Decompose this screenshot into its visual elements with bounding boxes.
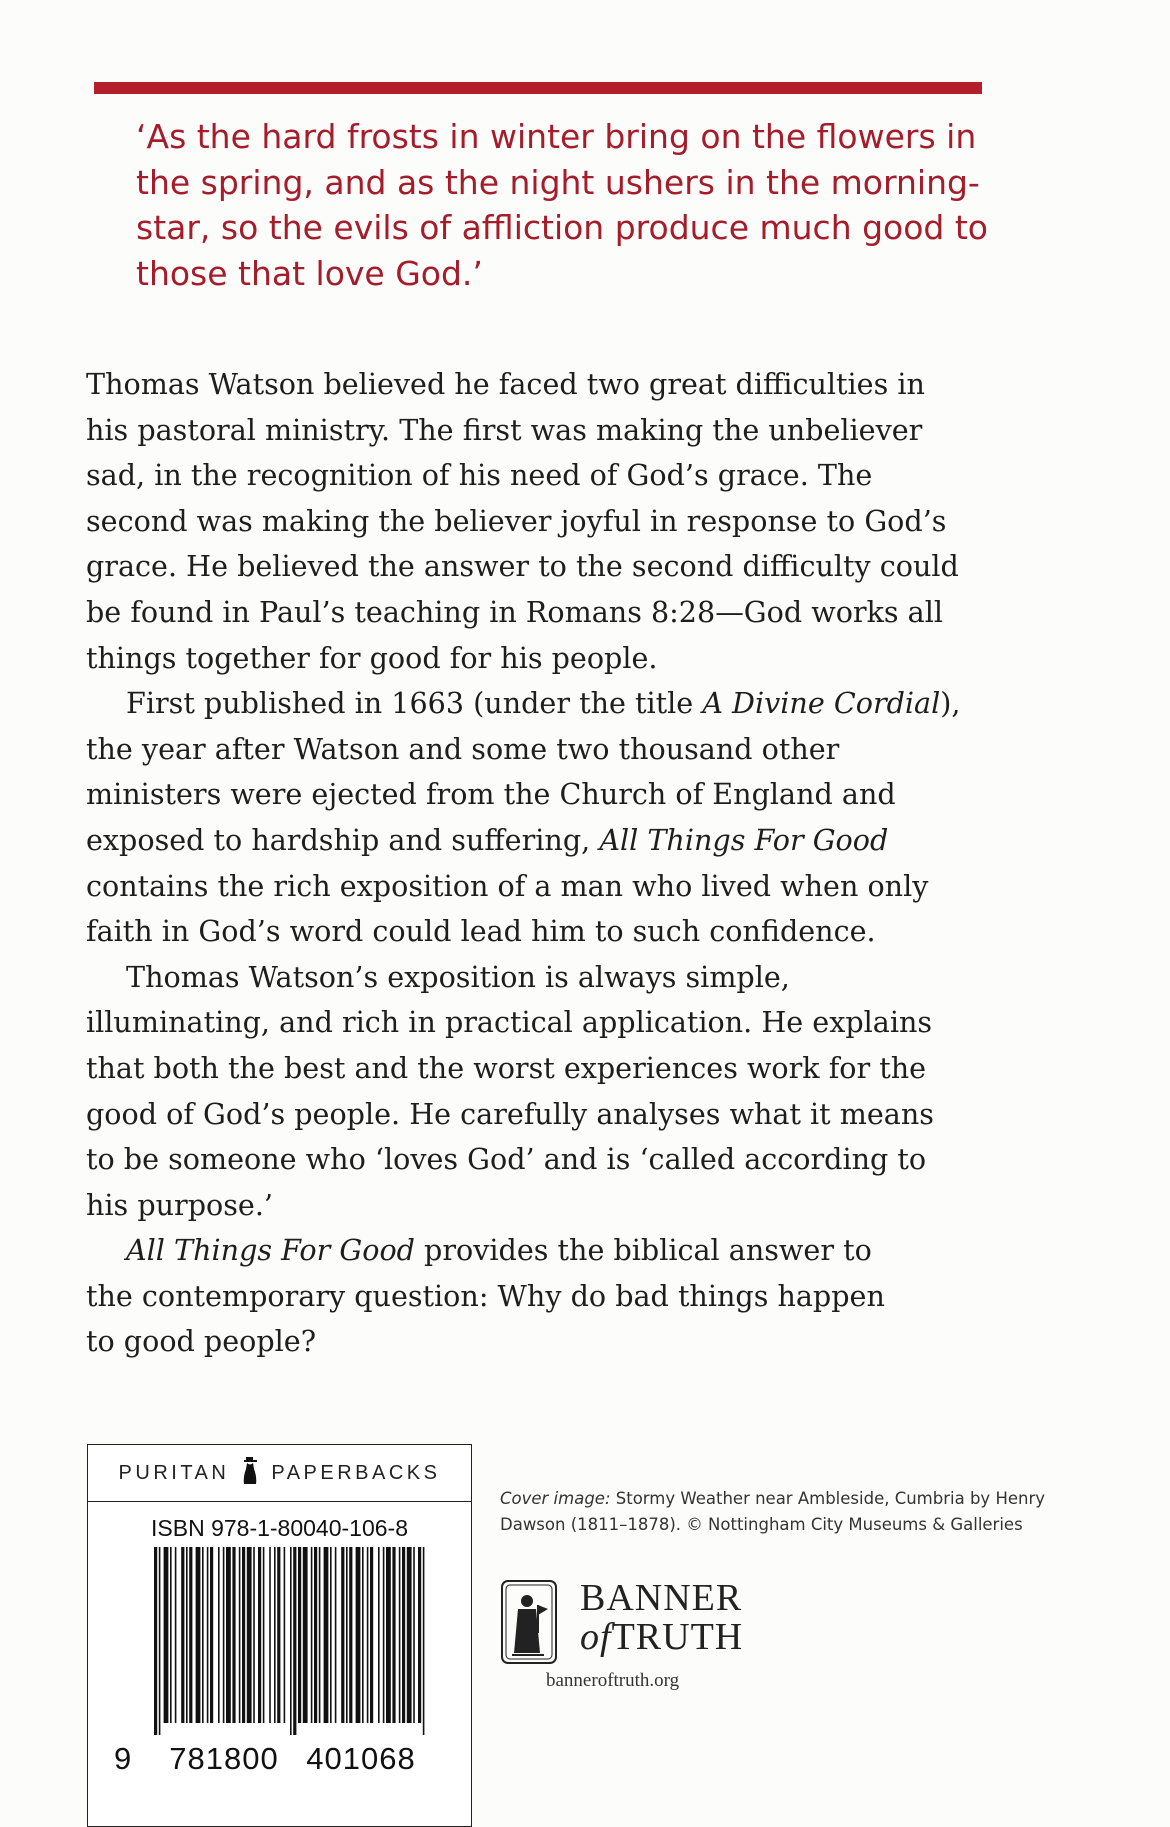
barcode-bar xyxy=(175,1547,177,1723)
barcode-bar xyxy=(154,1547,157,1735)
publisher-url: banneroftruth.org xyxy=(546,1670,680,1691)
paragraph-1 xyxy=(86,362,1026,681)
barcode-digit-text: 9 xyxy=(114,1741,132,1776)
barcode-bar xyxy=(324,1547,329,1723)
barcode-bar xyxy=(159,1547,161,1735)
pull-quote xyxy=(136,114,996,296)
barcode-bar xyxy=(170,1547,172,1723)
barcode-bar xyxy=(210,1547,213,1723)
text-line: his purpose.’ xyxy=(86,1187,274,1222)
top-red-rule xyxy=(94,82,982,94)
barcode-bar xyxy=(226,1547,231,1723)
barcode-digits-group-2: 401068 xyxy=(299,1741,423,1777)
barcode-digits-group-1: 781800 xyxy=(164,1741,284,1777)
publisher-line-1: BANNER xyxy=(580,1577,743,1619)
quote-line: ‘As the hard frosts in winter bring on the flowers in xyxy=(136,117,977,156)
barcode-bar xyxy=(258,1547,261,1723)
barcode-bar xyxy=(335,1547,337,1723)
text-line: grace. He believed the answer to the second difficulty could xyxy=(86,549,959,584)
barcode-bar xyxy=(284,1547,286,1723)
publisher-name xyxy=(580,1579,743,1657)
quote-line: star, so the evils of affliction produce much good to xyxy=(136,208,988,247)
text-line: sad, in the recognition of his need of God’s grace. The xyxy=(86,458,873,493)
publisher-of: of xyxy=(580,1616,612,1658)
cover-image-credit xyxy=(500,1486,1060,1538)
text-line: that both the best and the worst experiences work for the xyxy=(86,1050,927,1085)
barcode-bar xyxy=(196,1547,201,1723)
publisher-truth: TRUTH xyxy=(611,1616,744,1658)
barcode-bar xyxy=(356,1547,361,1723)
barcode-bar xyxy=(399,1547,401,1723)
puritan-figure-icon xyxy=(241,1455,259,1491)
barcode-bar xyxy=(383,1547,385,1723)
barcode-bar xyxy=(253,1547,255,1723)
barcode-bar xyxy=(423,1547,425,1735)
text-run: ), xyxy=(940,686,961,721)
barcode-bar xyxy=(274,1547,276,1723)
barcode-bar xyxy=(242,1547,245,1723)
banner-of-truth-logo-icon xyxy=(500,1579,558,1670)
text-line: Thomas Watson’s exposition is always simple, xyxy=(126,959,790,994)
barcode-bar xyxy=(378,1547,380,1723)
text-line: good of God’s people. He carefully analyses what it means xyxy=(86,1096,934,1131)
text-line: the year after Watson and some two thousand other xyxy=(86,731,840,766)
paragraph-4 xyxy=(86,1228,1026,1365)
text-line: be found in Paul’s teaching in Romans 8:28—God works all xyxy=(86,594,944,629)
book-title-italic: A Divine Cordial xyxy=(702,686,941,721)
text-line: Thomas Watson believed he faced two great difficulties in xyxy=(86,367,925,401)
series-banner xyxy=(88,1445,471,1502)
isbn-number: ISBN 978-1-80040-106-8 xyxy=(151,1515,408,1541)
barcode-bar xyxy=(319,1547,321,1723)
barcode-bar xyxy=(202,1547,204,1723)
text-line: to be someone who ‘loves God’ and is ‘called according to xyxy=(86,1142,927,1177)
credit-text: Stormy Weather near Ambleside, Cumbria by Henry Dawson (1811–1878). © Nottingham City Museums & Galleries xyxy=(500,1489,1046,1534)
barcode-bar xyxy=(290,1547,292,1735)
barcode-bar xyxy=(186,1547,188,1723)
barcode-bar xyxy=(277,1547,280,1723)
barcode-bar xyxy=(263,1547,265,1723)
barcode-bar xyxy=(218,1547,220,1723)
paragraph-2 xyxy=(86,681,1026,955)
text-run: provides the biblical answer to xyxy=(414,1233,872,1268)
barcode-bar xyxy=(392,1547,395,1723)
barcode xyxy=(154,1547,429,1735)
barcode-bar xyxy=(402,1547,405,1723)
barcode-bar xyxy=(386,1547,391,1723)
text-line: things together for good for his people. xyxy=(86,640,658,675)
barcode-bar xyxy=(298,1547,301,1723)
barcode-bar xyxy=(164,1547,169,1723)
credit-label: Cover image: xyxy=(500,1489,611,1508)
barcode-bar xyxy=(413,1547,415,1723)
text-run: First published in 1663 (under the title xyxy=(126,686,703,721)
barcode-bar xyxy=(207,1547,209,1723)
barcode-bar xyxy=(407,1547,412,1723)
text-line: second was making the believer joyful in response to God’s xyxy=(86,503,947,538)
barcode-bar xyxy=(239,1547,241,1723)
quote-line: the spring, and as the night ushers in the morning- xyxy=(136,162,980,202)
text-line: to good people? xyxy=(86,1324,317,1359)
barcode-bar xyxy=(311,1547,313,1723)
text-line: ministers were ejected from the Church of England and xyxy=(86,777,896,812)
text-line: the contemporary question: Why do bad things happen xyxy=(86,1278,885,1313)
barcode-bar xyxy=(418,1547,421,1723)
book-title-italic: All Things For Good xyxy=(599,822,889,857)
barcode-bar xyxy=(330,1547,332,1723)
text-line xyxy=(86,818,1026,864)
barcode-bar xyxy=(367,1547,369,1723)
blurb-body xyxy=(86,362,1026,1365)
book-title-italic: All Things For Good xyxy=(126,1233,415,1268)
barcode-bar xyxy=(303,1547,308,1723)
publisher-line-2 xyxy=(580,1618,743,1657)
text-line: contains the rich exposition of a man who lived when only xyxy=(86,868,929,903)
paragraph-3 xyxy=(86,955,1026,1229)
barcode-bar xyxy=(370,1547,373,1723)
barcode-bar xyxy=(232,1547,235,1723)
isbn-box xyxy=(87,1444,472,1827)
barcode-bar xyxy=(314,1547,317,1723)
barcode-bar xyxy=(346,1547,348,1723)
text-run: exposed to hardship and suffering, xyxy=(86,822,600,857)
barcode-bar xyxy=(293,1547,296,1735)
series-label-right: PAPERBACKS xyxy=(271,1461,441,1484)
text-line xyxy=(86,1228,1026,1274)
text-line: his pastoral ministry. The first was making the unbeliever xyxy=(86,412,923,447)
barcode-bar xyxy=(223,1547,225,1723)
barcode-bar xyxy=(349,1547,352,1723)
text-line: faith in God’s word could lead him to such confidence. xyxy=(86,914,876,949)
barcode-bar xyxy=(189,1547,192,1723)
text-line xyxy=(86,681,1026,727)
barcode-bar xyxy=(247,1547,252,1723)
barcode-bar xyxy=(181,1547,184,1723)
barcode-bar xyxy=(362,1547,364,1723)
text-line: illuminating, and rich in practical application. He explains xyxy=(86,1005,933,1040)
barcode-bar xyxy=(269,1547,271,1723)
series-label-left: PURITAN xyxy=(118,1461,230,1484)
publisher-block xyxy=(500,1575,800,1675)
barcode-bar xyxy=(341,1547,344,1723)
quote-line: those that love God.’ xyxy=(136,253,483,293)
